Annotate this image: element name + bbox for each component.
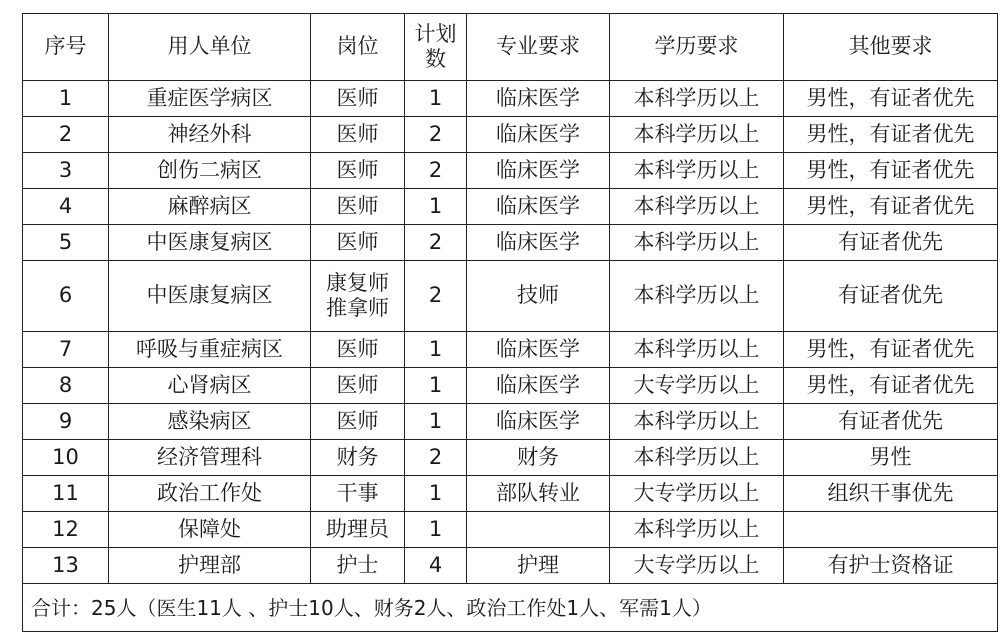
cell-major: 临床医学 <box>467 225 610 261</box>
summary-text: 合计：25人（医生11人 、护士10人、财务2人、政治工作处1人、军需1人） <box>23 584 998 632</box>
table-row <box>23 440 998 476</box>
cell-no: 2 <box>23 117 109 153</box>
cell-major: 部队转业 <box>467 476 610 512</box>
cell-post: 医师 <box>311 153 405 189</box>
header-post: 岗位 <box>311 14 405 81</box>
table-header-row <box>23 14 998 81</box>
cell-count: 2 <box>405 225 467 261</box>
cell-unit: 经济管理科 <box>109 440 311 476</box>
cell-education: 本科学历以上 <box>610 225 784 261</box>
cell-other: 男性 <box>784 440 998 476</box>
cell-no: 11 <box>23 476 109 512</box>
cell-education: 大专学历以上 <box>610 368 784 404</box>
cell-count: 2 <box>405 153 467 189</box>
recruitment-table-container <box>22 13 997 632</box>
table-row <box>23 512 998 548</box>
cell-post-line2: 推拿师 <box>326 296 389 320</box>
cell-post: 医师 <box>311 404 405 440</box>
cell-education: 本科学历以上 <box>610 440 784 476</box>
header-unit: 用人单位 <box>109 14 311 81</box>
cell-count: 1 <box>405 476 467 512</box>
cell-count: 1 <box>405 368 467 404</box>
recruitment-table <box>22 13 998 632</box>
table-row <box>23 476 998 512</box>
cell-other: 有证者优先 <box>784 261 998 332</box>
cell-major: 临床医学 <box>467 81 610 117</box>
cell-major: 财务 <box>467 440 610 476</box>
cell-education: 本科学历以上 <box>610 512 784 548</box>
cell-count: 1 <box>405 189 467 225</box>
cell-no: 4 <box>23 189 109 225</box>
cell-count: 1 <box>405 332 467 368</box>
cell-no: 7 <box>23 332 109 368</box>
cell-no: 10 <box>23 440 109 476</box>
header-plan-line2: 数 <box>425 47 446 71</box>
cell-count: 2 <box>405 117 467 153</box>
cell-major: 护理 <box>467 548 610 584</box>
cell-other: 有护士资格证 <box>784 548 998 584</box>
cell-no: 13 <box>23 548 109 584</box>
cell-count: 4 <box>405 548 467 584</box>
cell-unit: 感染病区 <box>109 404 311 440</box>
cell-post: 医师 <box>311 81 405 117</box>
cell-other: 有证者优先 <box>784 404 998 440</box>
cell-count: 1 <box>405 404 467 440</box>
cell-no: 6 <box>23 261 109 332</box>
header-major: 专业要求 <box>467 14 610 81</box>
cell-no: 1 <box>23 81 109 117</box>
cell-other: 组织干事优先 <box>784 476 998 512</box>
summary-row <box>23 584 998 632</box>
cell-post: 医师 <box>311 368 405 404</box>
cell-no: 8 <box>23 368 109 404</box>
cell-post: 助理员 <box>311 512 405 548</box>
cell-education: 本科学历以上 <box>610 261 784 332</box>
cell-post: 医师 <box>311 117 405 153</box>
cell-unit: 创伤二病区 <box>109 153 311 189</box>
cell-major: 临床医学 <box>467 368 610 404</box>
cell-other: 男性，有证者优先 <box>784 189 998 225</box>
cell-education: 本科学历以上 <box>610 404 784 440</box>
cell-major: 临床医学 <box>467 189 610 225</box>
cell-other: 男性，有证者优先 <box>784 117 998 153</box>
cell-major: 技师 <box>467 261 610 332</box>
table-row <box>23 548 998 584</box>
cell-other: 有证者优先 <box>784 225 998 261</box>
cell-unit: 政治工作处 <box>109 476 311 512</box>
cell-no: 9 <box>23 404 109 440</box>
cell-count: 1 <box>405 81 467 117</box>
cell-other: 男性，有证者优先 <box>784 332 998 368</box>
cell-unit: 中医康复病区 <box>109 225 311 261</box>
cell-post: 医师 <box>311 189 405 225</box>
cell-unit: 重症医学病区 <box>109 81 311 117</box>
cell-post: 干事 <box>311 476 405 512</box>
table-row <box>23 153 998 189</box>
table-row <box>23 404 998 440</box>
cell-no: 5 <box>23 225 109 261</box>
cell-post: 财务 <box>311 440 405 476</box>
cell-major: 临床医学 <box>467 332 610 368</box>
header-education: 学历要求 <box>610 14 784 81</box>
table-row <box>23 368 998 404</box>
cell-education: 大专学历以上 <box>610 548 784 584</box>
table-row <box>23 81 998 117</box>
cell-other: 男性，有证者优先 <box>784 81 998 117</box>
cell-count: 2 <box>405 261 467 332</box>
header-plan-count <box>405 14 467 81</box>
cell-unit: 中医康复病区 <box>109 261 311 332</box>
cell-other: 男性，有证者优先 <box>784 153 998 189</box>
header-other: 其他要求 <box>784 14 998 81</box>
cell-post-line1: 康复师 <box>326 270 389 295</box>
cell-major <box>467 512 610 548</box>
cell-major: 临床医学 <box>467 153 610 189</box>
cell-count: 2 <box>405 440 467 476</box>
table-row <box>23 332 998 368</box>
cell-education: 本科学历以上 <box>610 153 784 189</box>
cell-post <box>311 261 405 332</box>
table-row <box>23 189 998 225</box>
cell-unit: 心肾病区 <box>109 368 311 404</box>
cell-unit: 呼吸与重症病区 <box>109 332 311 368</box>
cell-post: 医师 <box>311 332 405 368</box>
header-no: 序号 <box>23 14 109 81</box>
cell-post: 护士 <box>311 548 405 584</box>
table-row <box>23 225 998 261</box>
cell-education: 大专学历以上 <box>610 476 784 512</box>
cell-major: 临床医学 <box>467 117 610 153</box>
cell-count: 1 <box>405 512 467 548</box>
cell-unit: 护理部 <box>109 548 311 584</box>
cell-post: 医师 <box>311 225 405 261</box>
cell-education: 本科学历以上 <box>610 189 784 225</box>
header-plan-line1: 计划 <box>414 21 457 46</box>
table-row <box>23 261 998 332</box>
cell-no: 3 <box>23 153 109 189</box>
table-row <box>23 117 998 153</box>
cell-major: 临床医学 <box>467 404 610 440</box>
cell-education: 本科学历以上 <box>610 117 784 153</box>
cell-unit: 神经外科 <box>109 117 311 153</box>
cell-other: 男性，有证者优先 <box>784 368 998 404</box>
cell-no: 12 <box>23 512 109 548</box>
cell-education: 本科学历以上 <box>610 81 784 117</box>
cell-unit: 麻醉病区 <box>109 189 311 225</box>
cell-other <box>784 512 998 548</box>
cell-unit: 保障处 <box>109 512 311 548</box>
cell-education: 本科学历以上 <box>610 332 784 368</box>
